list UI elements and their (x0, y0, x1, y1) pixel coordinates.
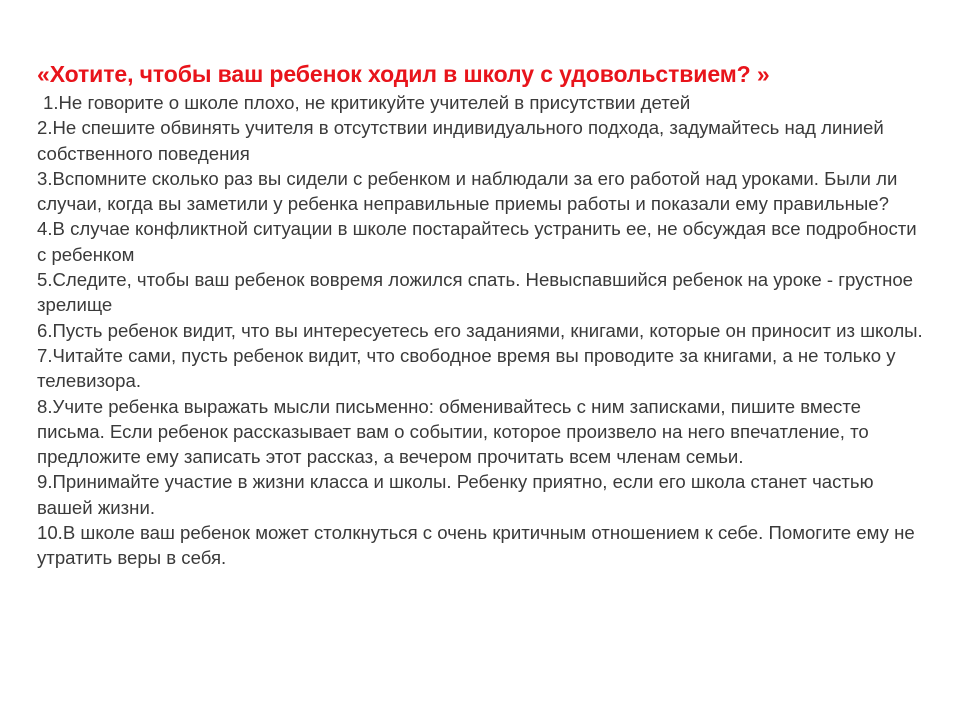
advice-item-2: 2.Не спешите обвинять учителя в отсутствии индивидуального подхода, задумайтесь над линией собственного поведения (37, 117, 884, 164)
advice-list (37, 90, 927, 571)
advice-item-5: 5.Следите, чтобы ваш ребенок вовремя ложился спать. Невыспавшийся ребенок на уроке - грустное зрелище (37, 269, 914, 316)
advice-item-9: 9.Принимайте участие в жизни класса и школы. Ребенку приятно, если его школа станет частью вашей жизни. (37, 471, 874, 518)
advice-item-10: 10.В школе ваш ребенок может столкнуться с очень критичным отношением к себе. Помогите ему не утратить веры в себя. (37, 522, 915, 569)
slide-content (37, 58, 927, 571)
advice-item-8: 8.Учите ребенка выражать мысли письменно: обменивайтесь с ним записками, пишите вместе письма. Если ребенок рассказывает вам о событии, которое произвело на него впечатление, то предложите ему записать этот рассказ, а вечером прочитать всем членам семьи. (37, 395, 869, 468)
advice-item-4: 4.В случае конфликтной ситуации в школе постарайтесь устранить ее, не обсуждая все подробности с ребенком (37, 218, 917, 265)
advice-item-1: 1.Не говорите о школе плохо, не критикуйте учителей в присутствии детей (43, 92, 691, 113)
advice-item-6: 6.Пусть ребенок видит, что вы интересуетесь его заданиями, книгами, которые он приносит из школы. (37, 319, 923, 341)
advice-item-7: 7.Читайте сами, пусть ребенок видит, что свободное время вы проводите за книгами, а не только у телевизора. (37, 344, 896, 392)
slide-title: «Хотите, чтобы ваш ребенок ходил в школу с удовольствием? » (37, 61, 770, 87)
advice-item-3: 3.Вспомните сколько раз вы сидели с ребенком и наблюдали за его работой над уроками. Были ли случаи, когда вы заметили у ребенка неправильные приемы работы и показали ему правильные? (37, 167, 898, 215)
